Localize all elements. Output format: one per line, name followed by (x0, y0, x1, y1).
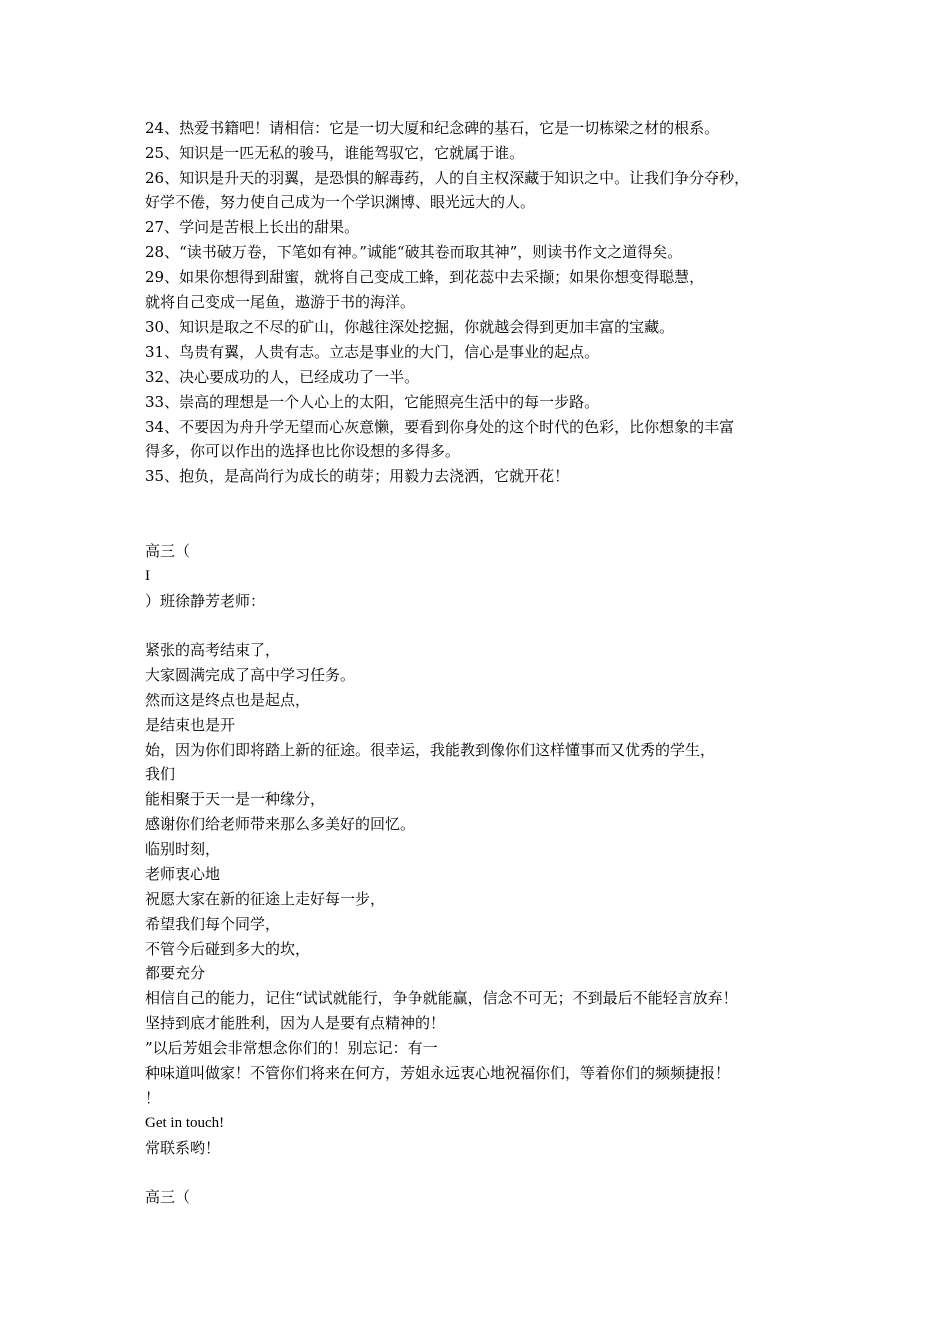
letter-line: 然而这是终点也是起点， (145, 691, 311, 709)
letter-line: 老师衷心地 (145, 865, 221, 883)
letter-heading-line: 高三（ (145, 542, 191, 560)
quote-line: 25、知识是一匹无私的骏马，谁能驾驭它，它就属于谁。 (145, 144, 525, 162)
letter-line: ”以后芳姐会非常想念你们的！别忘记：有一 (145, 1039, 438, 1057)
letter-line: 祝愿大家在新的征途上走好每一步， (145, 890, 386, 908)
quote-line: 得多，你可以作出的选择也比你设想的多得多。 (145, 442, 461, 460)
letter-line: 感谢你们给老师带来那么多美好的回忆。 (145, 815, 416, 833)
quote-line: 32、决心要成功的人，已经成功了一半。 (145, 368, 420, 386)
letter-line: 常联系哟！ (145, 1139, 221, 1157)
quote-line: 30、知识是取之不尽的矿山，你越往深处挖掘，你就越会得到更加丰富的宝藏。 (145, 318, 675, 336)
letter-line: 紧张的高考结束了， (145, 641, 281, 659)
letter-line: ！ (145, 1089, 161, 1107)
quote-line: 28、“读书破万卷，下笔如有神。”诚能“破其卷而取其神”，则读书作文之道得矣。 (145, 243, 683, 261)
letter-line: 始，因为你们即将踏上新的征途。很幸运，我能教到像你们这样懂事而又优秀的学生， (145, 741, 716, 759)
quote-line: 就将自己变成一尾鱼，遨游于书的海洋。 (145, 293, 416, 311)
letter-heading-line: ）班徐静芳老师： (145, 592, 266, 610)
next-section-heading: 高三（ (145, 1188, 191, 1206)
letter-line: 能相聚于天一是一种缘分， (145, 790, 326, 808)
quote-line: 29、如果你想得到甜蜜，就将自己变成工蜂，到花蕊中去采撷；如果你想变得聪慧， (145, 268, 705, 286)
letter-line: 坚持到底才能胜利，因为人是要有点精神的！ (145, 1014, 446, 1032)
quote-line: 27、学问是苦根上长出的甜果。 (145, 218, 360, 236)
quote-line: 31、鸟贵有翼，人贵有志。立志是事业的大门，信心是事业的起点。 (145, 343, 600, 361)
quote-line: 33、崇高的理想是一个人心上的太阳，它能照亮生活中的每一步路。 (145, 393, 600, 411)
letter-line: 相信自己的能力，记住“试试就能行，争争就能赢，信念不可无；不到最后不能轻言放弃！ (145, 989, 738, 1007)
letter-line: 我们 (145, 765, 176, 783)
letter-line: 种味道叫做家！不管你们将来在何方，芳姐永远衷心地祝福你们，等着你们的频频捷报！ (145, 1064, 731, 1082)
letter-line: 临别时刻， (145, 840, 221, 858)
letter-line: Get in touch! (145, 1115, 225, 1131)
quote-line: 24、热爱书籍吧！请相信：它是一切大厦和纪念碑的基石，它是一切栋梁之材的根系。 (145, 119, 720, 137)
letter-line: 不管今后碰到多大的坎， (145, 940, 311, 958)
quote-line: 35、抱负，是高尚行为成长的萌芽；用毅力去浇洒，它就开花！ (145, 467, 570, 485)
letter-line: 是结束也是开 (145, 716, 236, 734)
letter-heading-line: I (145, 568, 150, 584)
quote-line: 26、知识是升天的羽翼，是恐惧的解毒药，人的自主权深藏于知识之中。让我们争分夺秒， (145, 169, 750, 187)
quote-line: 好学不倦，努力使自己成为一个学识渊博、眼光远大的人。 (145, 193, 536, 211)
letter-line: 希望我们每个同学， (145, 915, 281, 933)
letter-line: 大家圆满完成了高中学习任务。 (145, 666, 356, 684)
letter-line: 都要充分 (145, 964, 206, 982)
quote-line: 34、不要因为舟升学无望而心灰意懒，要看到你身处的这个时代的色彩，比你想象的丰富 (145, 418, 735, 436)
